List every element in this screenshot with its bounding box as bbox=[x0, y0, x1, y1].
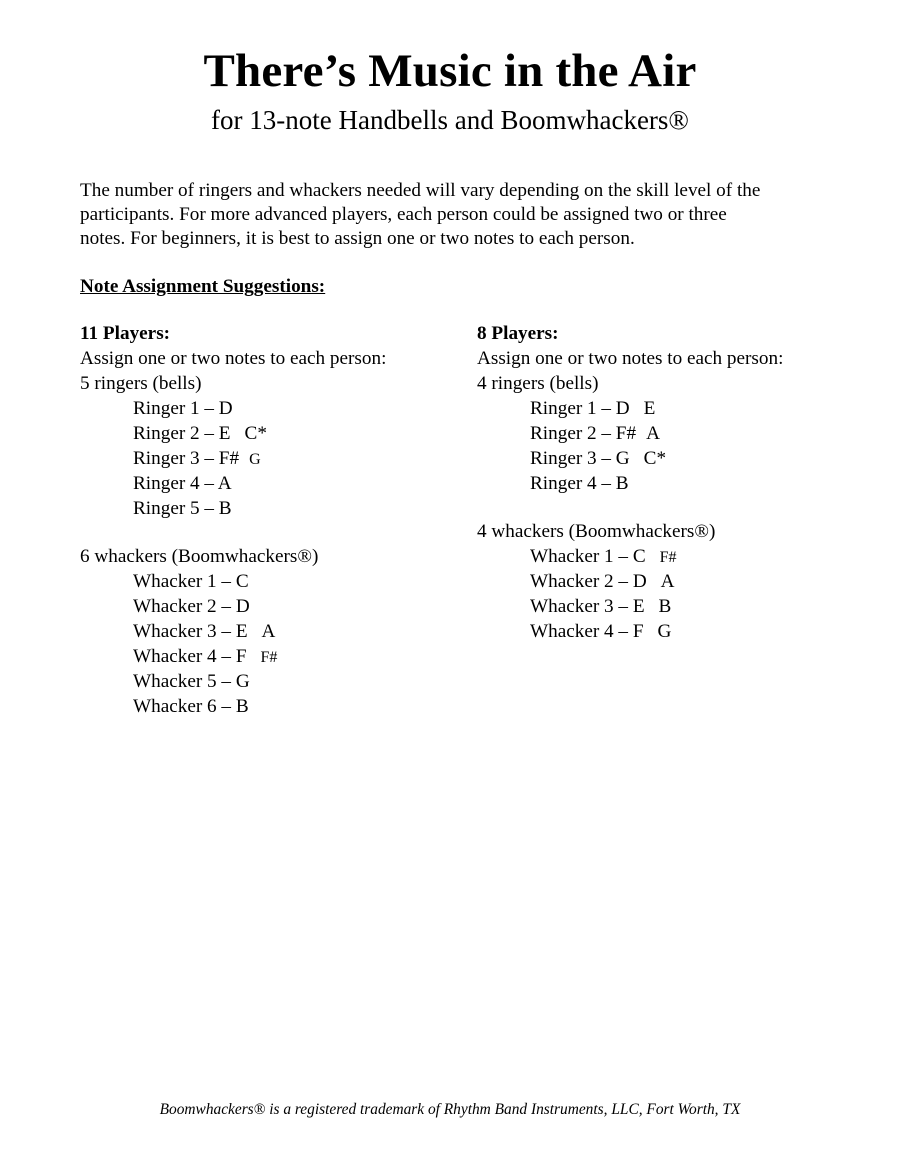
assignment-primary: Ringer 4 – A bbox=[133, 473, 232, 494]
assignment-extra: F# bbox=[260, 649, 278, 666]
assignment-primary: Whacker 2 – D bbox=[530, 571, 647, 592]
ringer-assignment bbox=[477, 396, 783, 421]
assignment-primary: Ringer 1 – D bbox=[530, 398, 630, 419]
whacker-assignment bbox=[80, 594, 386, 619]
intro-line: The number of ringers and whackers needed will vary depending on the skill level of the bbox=[80, 180, 761, 201]
ringer-assignment bbox=[80, 471, 386, 496]
whackers-label: 4 whackers (Boomwhackers®) bbox=[477, 521, 716, 542]
ringer-assignment bbox=[477, 471, 783, 496]
assignment-primary: Whacker 3 – E bbox=[133, 621, 248, 642]
page-subtitle: for 13-note Handbells and Boomwhackers® bbox=[211, 105, 689, 135]
whacker-assignment bbox=[80, 569, 386, 594]
page-title: There’s Music in the Air bbox=[203, 45, 697, 97]
trademark-footer: Boomwhackers® is a registered trademark of Rhythm Band Instruments, LLC, Fort Worth, TX bbox=[159, 1101, 741, 1118]
assignment-primary: Whacker 2 – D bbox=[133, 596, 250, 617]
assignment-primary: Whacker 4 – F bbox=[530, 621, 644, 642]
assignment-extra: F# bbox=[659, 549, 677, 566]
assignment-extra: G bbox=[249, 451, 261, 468]
ringers-label: 4 ringers (bells) bbox=[477, 373, 599, 394]
ringer-assignment bbox=[80, 446, 386, 471]
assignment-primary: Whacker 6 – B bbox=[133, 696, 249, 717]
whackers-label: 6 whackers (Boomwhackers®) bbox=[80, 546, 319, 567]
whacker-assignment bbox=[477, 544, 783, 569]
intro-line: notes. For beginners, it is best to assign one or two notes to each person. bbox=[80, 228, 635, 249]
ringer-assignment bbox=[80, 496, 386, 521]
eight-players-column bbox=[477, 321, 783, 644]
ringer-assignment bbox=[80, 396, 386, 421]
assignment-primary: Whacker 4 – F bbox=[133, 646, 247, 667]
whacker-assignment bbox=[80, 619, 386, 644]
assignment-primary: Ringer 2 – E bbox=[133, 423, 231, 444]
intro-line: participants. For more advanced players, each person could be assigned two or three bbox=[80, 204, 727, 225]
assignment-extra: A bbox=[646, 423, 660, 444]
assignment-extra: E bbox=[643, 398, 656, 419]
assignment-extra: A bbox=[261, 621, 276, 642]
assignment-extra: G bbox=[657, 621, 672, 642]
whacker-assignment bbox=[80, 694, 386, 719]
ringer-assignment bbox=[477, 421, 783, 446]
assignment-primary: Ringer 2 – F# bbox=[530, 423, 637, 444]
whacker-assignment bbox=[80, 669, 386, 694]
assignment-primary: Ringer 3 – F# bbox=[133, 448, 240, 469]
assignment-primary: Ringer 1 – D bbox=[133, 398, 233, 419]
eleven-players-column bbox=[80, 321, 386, 719]
whacker-assignment bbox=[80, 644, 386, 669]
whacker-assignment bbox=[477, 594, 783, 619]
column-instruction: Assign one or two notes to each person: bbox=[80, 348, 387, 369]
assignment-extra: C* bbox=[643, 448, 667, 469]
ringers-label: 5 ringers (bells) bbox=[80, 373, 202, 394]
section-heading: Note Assignment Suggestions: bbox=[80, 276, 326, 297]
whacker-assignment bbox=[477, 619, 783, 644]
column-heading: 8 Players: bbox=[477, 323, 559, 344]
assignment-primary: Whacker 5 – G bbox=[133, 671, 250, 692]
assignment-primary: Ringer 3 – G bbox=[530, 448, 630, 469]
intro-paragraph bbox=[80, 179, 830, 251]
assignment-primary: Ringer 5 – B bbox=[133, 498, 232, 519]
assignment-primary: Whacker 1 – C bbox=[530, 546, 646, 567]
assignment-extra: B bbox=[658, 596, 672, 617]
assignment-primary: Ringer 4 – B bbox=[530, 473, 629, 494]
ringer-assignment bbox=[80, 421, 386, 446]
assignment-primary: Whacker 1 – C bbox=[133, 571, 249, 592]
column-heading: 11 Players: bbox=[80, 323, 171, 344]
column-instruction: Assign one or two notes to each person: bbox=[477, 348, 784, 369]
assignment-extra: A bbox=[660, 571, 675, 592]
assignment-primary: Whacker 3 – E bbox=[530, 596, 645, 617]
whacker-assignment bbox=[477, 569, 783, 594]
ringer-assignment bbox=[477, 446, 783, 471]
assignment-extra: C* bbox=[244, 423, 267, 444]
